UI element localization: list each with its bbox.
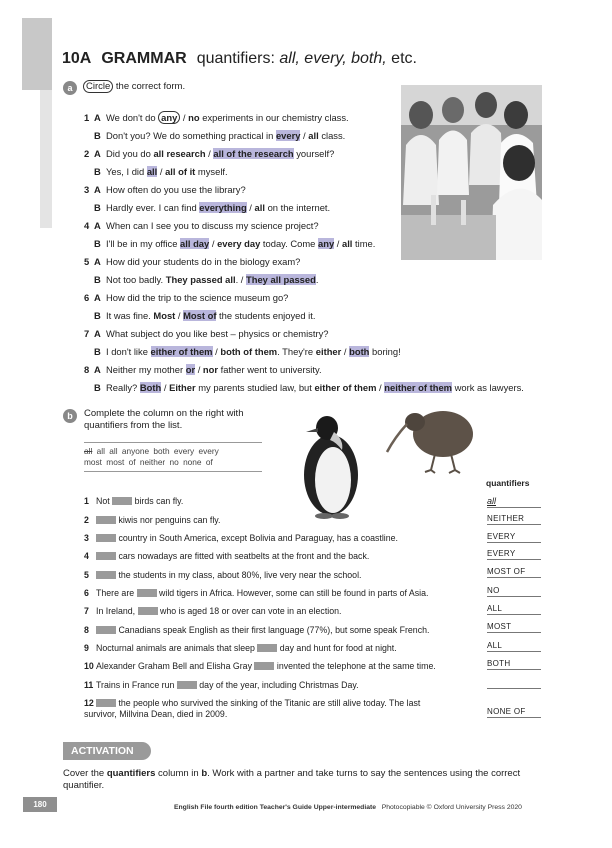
text-segment: / [195,364,203,375]
sentence-number: 5 [84,570,89,580]
sentence-text: the people who survived the sinking of the Titanic are still alive today. The last [116,698,421,708]
sentence-line [84,570,361,581]
answer-line: MOST [487,621,541,633]
speaker-label: B [94,274,101,285]
subtitle-suffix: etc. [386,50,417,67]
blank-gap [96,571,116,579]
text-segment: / [175,310,184,321]
blank-gap [138,607,158,615]
item-number: 1 [84,112,90,123]
option-answer-highlight: all of the research [213,148,294,159]
sentence-line [84,698,420,720]
sentence-text: day of the year, including Christmas Day. [196,680,359,690]
option-answer-highlight: or [185,364,196,375]
dialogue-line-a [84,220,319,232]
text-segment: / [161,382,170,393]
word-list-item: most [84,457,102,467]
speaker-label: B [94,166,101,177]
option-bold: Either [169,382,196,393]
word-list-item: every [198,446,219,456]
text-segment: Yes, I did [106,166,147,177]
speaker-label: A [94,112,101,123]
text-segment: today. Come [260,238,318,249]
text-segment: / [376,382,385,393]
sentence-text: Canadians speak English as their first language (77%), but some speak French. [116,625,430,635]
answer-line: BOTH [487,658,541,670]
text-segment: / [205,148,214,159]
option-answer-highlight: everything [199,202,247,213]
text-segment: class. [318,130,346,141]
sentence-number: 10 [84,661,94,671]
sentence-text: country in South America, except Bolivia and Paraguay, has a coastline. [116,533,398,543]
answer-line: all [487,496,541,508]
section-a-instruction [83,81,185,92]
sentence-text: Not [96,496,113,506]
answer-line: NEITHER [487,513,541,525]
speaker-label: A [94,256,101,267]
text-segment: work as lawyers. [452,382,524,393]
text-segment: / [246,202,255,213]
subtitle-italic: all, every, both, [279,50,387,67]
text-segment: Not too badly. [106,274,166,285]
dialogue-line-b [84,166,228,178]
text-segment: father went to university. [218,364,322,375]
option-bold: all research [153,148,206,159]
footer-copyright: Photocopiable © Oxford University Press 2020 [381,804,522,811]
subtitle [197,50,417,67]
page-edge-tab-dark [22,18,52,90]
text-segment: / [209,238,218,249]
option-answer-highlight: any [318,238,335,249]
answer-line [487,677,541,689]
answer-line: EVERY [487,531,541,543]
dialogue-line-a [84,292,288,304]
sentence-line [84,661,436,672]
act-bold-1: quantifiers [106,768,156,779]
option-answer-highlight: Most of [183,310,217,321]
option-bold: nor [202,364,219,375]
dialogue-line-b [84,382,524,394]
text-segment: time. [352,238,376,249]
page-number: 180 [23,797,57,812]
text-segment: How often do you use the library? [106,184,246,195]
sentence-number: 11 [84,680,94,690]
text-segment: Really? [106,382,140,393]
section-b-instruction: Complete the column on the right with quantifiers from the list. [84,408,244,431]
footer-title: English File fourth edition Teacher's Guide Upper-intermediate [174,804,377,811]
item-number: 5 [84,256,90,267]
text-segment: my parents studied law, but [195,382,315,393]
option-answer-highlight: both [349,346,370,357]
item-number: 6 [84,292,90,303]
option-bold: all [341,238,353,249]
sentence-text: cars nowadays are fitted with seatbelts at the front and the back. [116,551,370,561]
sentence-number: 12 [84,698,94,708]
text-segment: myself. [195,166,228,177]
section-b-marker: b [63,409,77,423]
option-bold: all [254,202,265,213]
sentence-text: birds can fly. [132,496,184,506]
text-segment: We don't do [106,112,159,123]
speaker-label: A [94,364,101,375]
text-segment: yourself? [293,148,335,159]
text-segment: How did your students do in the biology exam? [106,256,301,267]
sentence-number: 1 [84,496,89,506]
sentence-text: survivor, Millvina Dean, died in 2009. [84,709,228,719]
word-list-item: most of [106,457,136,467]
blank-gap [112,497,132,505]
dialogue-line-a [84,184,246,196]
item-number: 4 [84,220,90,231]
speaker-label: B [94,238,101,249]
dialogue-line-b [84,274,318,286]
text-segment: / [180,112,189,123]
speaker-label: B [94,382,101,393]
text-segment: / [157,166,166,177]
sentence-line [84,625,429,636]
option-bold: either [315,346,342,357]
sentence-line [84,496,183,507]
page-title [62,50,417,68]
blank-gap [96,626,116,634]
text-segment: / [212,346,221,357]
sentence-number: 4 [84,551,89,561]
sentence-text: Alexander Graham Bell and Elisha Gray [96,661,255,671]
text-segment: Neither my mother [106,364,186,375]
text-segment: / [341,346,350,357]
kiwi-illustration [385,402,480,477]
section-a-marker: a [63,81,77,95]
option-bold: either of them [314,382,377,393]
option-answer-highlight: either of them [150,346,213,357]
option-answer-highlight: They all passed [246,274,316,285]
blank-gap [96,699,116,707]
word-list-item: both [153,446,170,456]
sentence-line [84,643,397,654]
text-segment: / [300,130,309,141]
sentence-text: day and hunt for food at night. [277,643,397,653]
sentence-number: 8 [84,625,89,635]
sentence-line [84,551,369,562]
speaker-label: A [94,292,101,303]
blank-gap [257,644,277,652]
penguin-illustration [296,410,366,520]
dialogue-line-a [84,364,322,376]
text-segment: Did you do [106,148,154,159]
word-list-item: neither [139,457,166,467]
dialogue-line-a [84,256,300,268]
act-text-3: . Work with a partner and take turns to say the sentences using the correct quantifier. [63,768,521,791]
sentence-number: 6 [84,588,89,598]
word-list-item: anyone [121,446,150,456]
item-number: 2 [84,148,90,159]
option-bold: every day [217,238,261,249]
text-segment: the students enjoyed it. [216,310,316,321]
item-number: 8 [84,364,90,375]
speaker-label: A [94,184,101,195]
option-answer-highlight: neither of them [384,382,452,393]
dialogue-line-a [84,112,349,124]
dialogue-line-b [84,346,401,358]
option-answer-highlight: all day [180,238,210,249]
sentence-text: There are [96,588,137,598]
text-segment: on the internet. [264,202,331,213]
lesson-code: 10A [62,50,92,67]
grammar-label: GRAMMAR [101,50,187,67]
text-segment: I don't like [106,346,151,357]
sentence-line [84,680,359,691]
speaker-label: A [94,328,101,339]
item-number: 7 [84,328,90,339]
blank-gap [137,589,157,597]
activation-instruction [63,768,543,792]
sentence-text: invented the telephone at the same time. [274,661,436,671]
dialogue-line-b [84,202,330,214]
blank-gap [96,516,116,524]
sentence-number: 7 [84,606,89,616]
act-text-1: Cover the [63,768,107,779]
speaker-label: B [94,202,101,213]
sentence-text: kiwis nor penguins can fly. [116,515,221,525]
sentence-text: Nocturnal animals are animals that sleep [96,643,258,653]
text-segment: How did the trip to the science museum go? [106,292,289,303]
option-bold: all of it [165,166,196,177]
science-students-photo [401,85,542,260]
sentence-text: wild tigers in Africa. However, some can still be found in parts of Asia. [156,588,429,598]
speaker-label: B [94,130,101,141]
text-segment: . They're [277,346,316,357]
text-segment: Don't you? We do something practical in [106,130,276,141]
blank-gap [96,552,116,560]
word-list-box [84,442,262,472]
sentence-line [84,533,398,544]
blank-gap [177,681,197,689]
act-bold-2: b [201,768,208,779]
answer-line: MOST OF [487,566,541,578]
option-answer-highlight: Both [139,382,162,393]
text-segment: boring! [369,346,401,357]
answer-line: NONE OF [487,706,541,718]
sentence-text: the students in my class, about 80%, live very near the school. [116,570,362,580]
text-segment: / [334,238,342,249]
option-answer-highlight: all [146,166,158,177]
speaker-label: B [94,310,101,321]
word-list-item: all [96,446,105,456]
text-segment: It was fine. [106,310,154,321]
option-bold: Most [153,310,176,321]
word-list-item: none of [183,457,213,467]
option-answer-circled: any [158,111,180,124]
speaker-label: A [94,148,101,159]
option-bold: They passed all [165,274,236,285]
blank-gap [254,662,274,670]
text-segment: When can I see you to discuss my science project? [106,220,319,231]
option-answer-highlight: every [275,130,301,141]
circle-word: Circle [83,80,113,93]
dialogue-line-a [84,328,329,340]
text-segment: . / [235,274,247,285]
word-list-item: all [109,446,118,456]
answer-line: ALL [487,640,541,652]
instruction-rest: the correct form. [113,81,186,92]
activation-label: ACTIVATION [63,742,151,760]
text-segment: experiments in our chemistry class. [199,112,349,123]
text-segment: I'll be in my office [106,238,181,249]
word-list-item: every [173,446,195,456]
word-list-item: no [169,457,179,467]
text-segment: What subject do you like best – physics or chemistry? [106,328,329,339]
option-bold: no [188,112,200,123]
footer-text [174,804,522,811]
dialogue-line-b [84,238,375,250]
quantifiers-column-label: quantifiers [486,478,530,488]
text-segment: Hardly ever. I can find [106,202,200,213]
answer-line: EVERY [487,548,541,560]
dialogue-line-a [84,148,334,160]
sentence-text: In Ireland, [96,606,138,616]
sentence-text: Trains in France run [96,680,177,690]
item-number: 3 [84,184,90,195]
act-text-2: column in [155,768,202,779]
answer-line: NO [487,585,541,597]
sentence-line [84,606,341,617]
option-bold: all [308,130,319,141]
dialogue-line-b [84,310,315,322]
blank-gap [96,534,116,542]
subtitle-prefix: quantifiers: [196,50,280,67]
sentence-number: 9 [84,643,89,653]
sentence-number: 3 [84,533,89,543]
sentence-number: 2 [84,515,89,525]
sentence-line [84,588,428,599]
text-segment: . [315,274,319,285]
option-bold: both of them [220,346,278,357]
dialogue-line-b [84,130,345,142]
speaker-label: B [94,346,101,357]
sentence-line [84,515,220,526]
speaker-label: A [94,220,101,231]
sentence-text: who is aged 18 or over can vote in an election. [157,606,342,616]
word-list-item: all [84,446,93,456]
answer-line: ALL [487,603,541,615]
